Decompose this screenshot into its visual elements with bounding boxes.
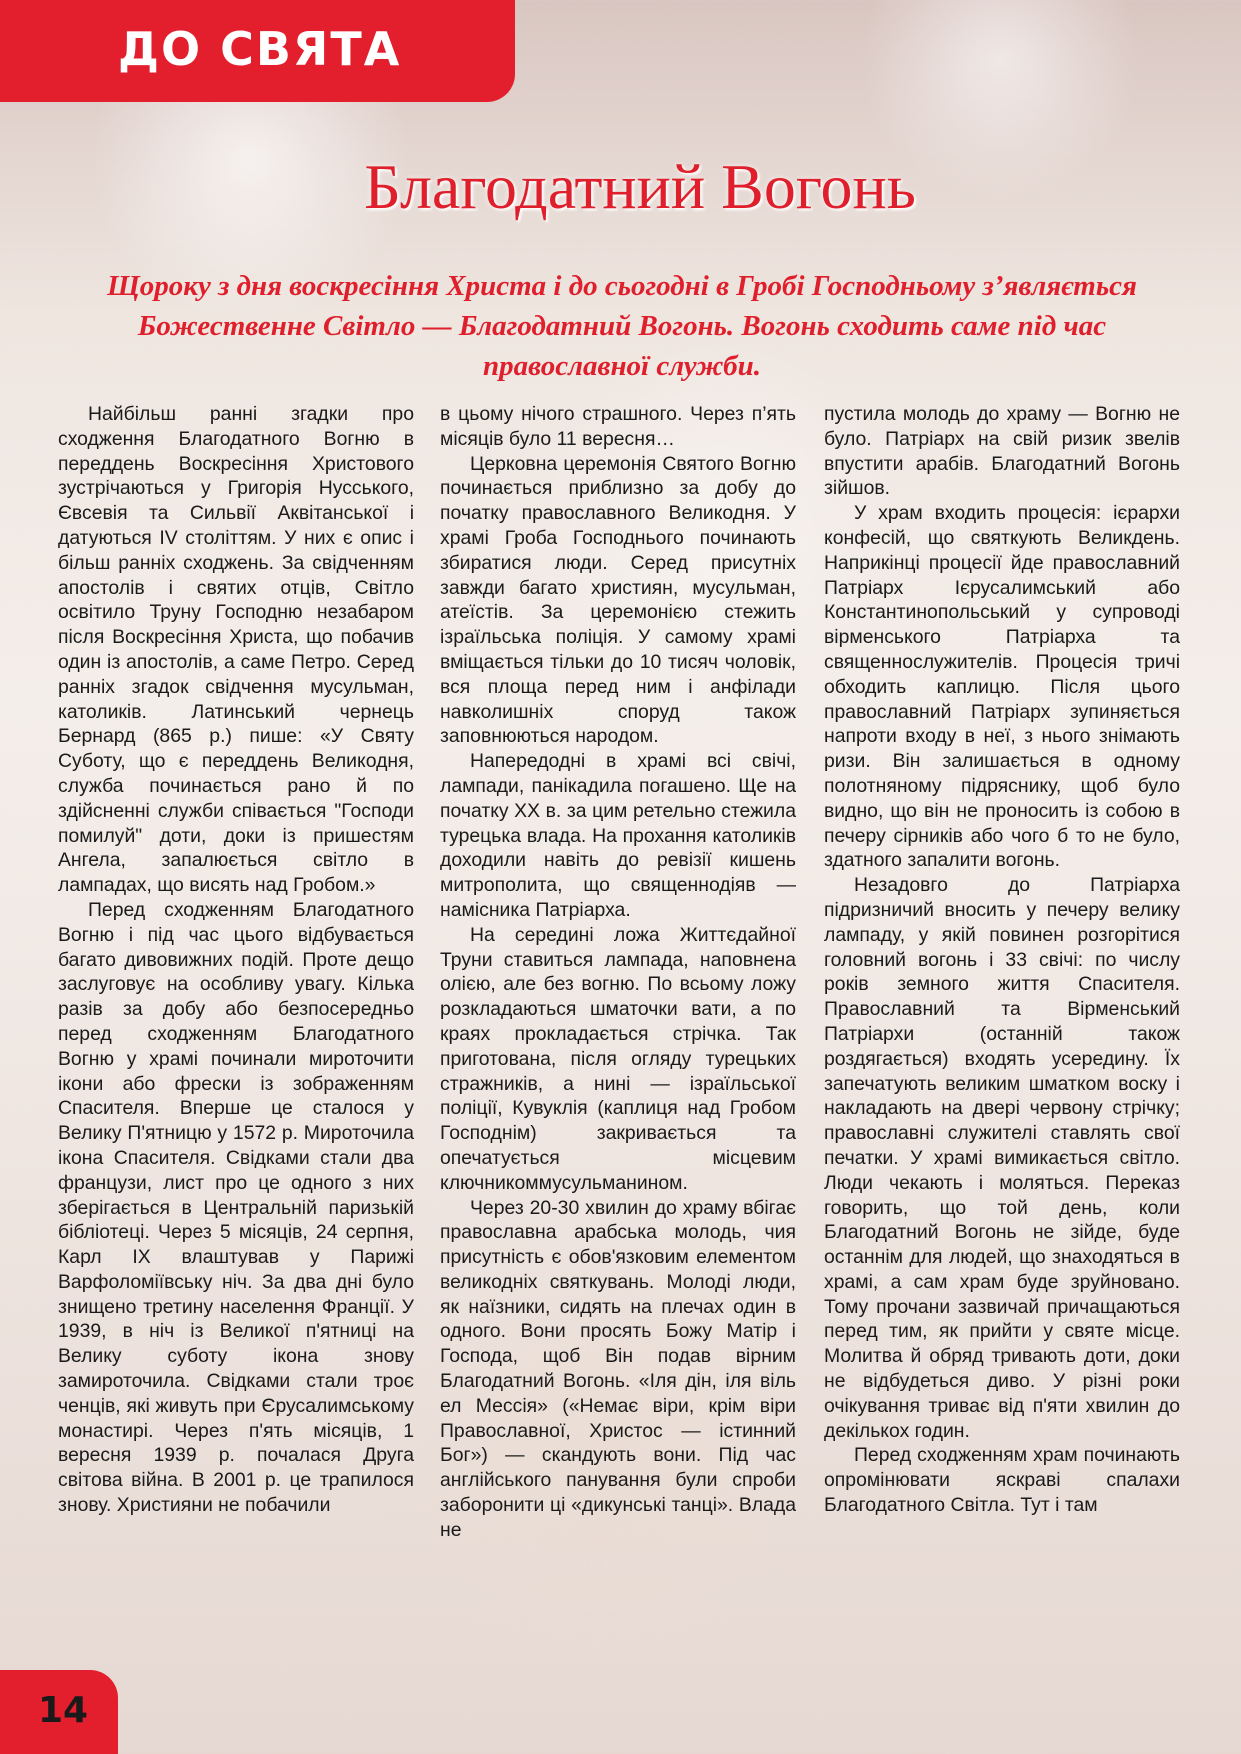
article-body	[58, 402, 1180, 1642]
text-column-3	[824, 402, 1180, 1518]
paragraph: Перед сходженням Благодатного Вогню і під час цього відбувається багато дивовижних подій. Проте дещо заслуговує на особливу увагу. Кілька разів за добу або безпосередньо перед сходженням Благодатного Вогню у храмі починали мироточити ікони або фрески із зображенням Спасителя. Вперше це сталося у Велику П'ятницю у 1572 р. Мироточила ікона Спасителя. Свідками стали два французи, лист про це одного з них зберігається в Центральній паризькій бібліотеці. Через 5 місяців, 24 серпня, Карл IX влаштував у Парижі Варфоломіївську ніч. За два дні було знищено третину населення Франції. У 1939, в ніч із Великої п'ятниці на Велику суботу ікона знову замироточила. Свідками стали троє ченців, які живуть при Єрусалимському монастирі. Через п'ять місяців, 1 вересня 1939 р. почалася Друга світова війна. В 2001 р. це трапилося знову. Християни не побачили	[58, 898, 414, 1517]
paragraph: Через 20-30 хвилин до храму вбігає православна арабська молодь, чия присутність є обов'язковим елементом великодніх святкувань. Молоді люди, як наїзники, сидять на плечах один в одного. Вони просять Божу Матір і Господа, щоб Він подав вірним Благодатний Вогонь. «Іля дін, іля віль ел Мессія» («Немає віри, крім віри Православної, Христос — істинний Бог») — скандують вони. Під час англійського панування були спроби заборонити ці «дикунські танці». Влада не	[440, 1196, 796, 1541]
paragraph: пустила молодь до храму — Вогню не було. Патріарх на свій ризик звелів впустити арабів. Благодатний Вогонь зійшов.	[824, 403, 1180, 500]
article-lead: Щороку з дня воскресіння Христа і до сьогодні в Гробі Господньому з’являється Божественне Світло — Благодатний Вогонь. Вогонь сходить саме під час православної служби.	[107, 270, 1137, 382]
page-number-tab	[0, 1670, 118, 1754]
text-column-2	[440, 402, 796, 1543]
paragraph: Найбільш ранні згадки про сходження Благодатного Вогню в переддень Воскресіння Христового зустрічаються у Григорія Нусського, Євсевія та Сильвії Аквітанської і датуються IV століттям. У них є опис і більш ранніх сходжень. За свідченням апостолів і святих отців, Світло освітило Труну Господню незабаром після Воскресіння Христа, що побачив один із апостолів, а саме Петро. Серед ранніх згадок свідчення мусульман, католиків. Латинський чернець Бернард (865 р.) пише: «У Святу Суботу, що є переддень Великодня, служба починається рано й по здійсненні служби співається "Господи помилуй" доти, доки із пришестям Ангела, запалюється світло в лампадах, що висять над Гробом.»	[58, 403, 414, 897]
paragraph: На середині ложа Життєдайної Труни ставиться лампада, наповнена олією, але без вогню. По всьому ложу розкладаються шматочки вати, а по краях прокладається стрічка. Так приготована, після огляду турецьких стражників, а нині — ізраїльської поліції, Кувуклія (каплиця над Гробом Господнім) закривається та опечатується місцевим ключникоммусульманином.	[440, 923, 796, 1194]
text-column-1	[58, 402, 414, 1518]
paragraph: Церковна церемонія Святого Вогню починається приблизно за добу до початку православного Великодня. У храмі Гроба Господнього починають збиратися люди. Серед присутніх завжди багато християн, мусульман, атеїстів. За церемонією стежить ізраїльська поліція. У самому храмі вміщається тільки до 10 тисяч чоловік, вся площа перед ним і анфілади навколишніх споруд також заповнюються народом.	[440, 452, 796, 748]
paragraph: Перед сходженням храм починають опромінювати яскраві спалахи Благодатного Світла. Тут і там	[824, 1444, 1180, 1517]
section-label: ДО СВЯТА	[118, 22, 402, 76]
section-tab	[0, 0, 515, 102]
page-number: 14	[38, 1690, 89, 1731]
paragraph: Напередодні в храмі всі свічі, лампади, панікадила погашено. Ще на початку XX в. за цим ретельно стежила турецька влада. На прохання католиків доходили навіть до ревізії кишень митрополита, що священнодіяв — намісника Патріарха.	[440, 750, 796, 921]
paragraph: У храм входить процесія: ієрархи конфесій, що святкують Великдень. Наприкінці процесії йде православний Патріарх Ієрусалимський або Константинопольський у супроводі вірменського Патріарха та священнослужителів. Процесія тричі обходить каплицю. Після цього православний Патріарх зупиняється напроти входу в неї, з нього знімають ризи. Він залишається в одному полотняному підряснику, щоб було видно, що він не проносить із собою в печеру сірників або чого б то не було, здатного запалити вогонь.	[824, 502, 1180, 872]
paragraph: в цьому нічого страшного. Через п’ять місяців було 11 вересня…	[440, 403, 796, 450]
article-title: Благодатний Вогонь	[364, 151, 916, 222]
paragraph: Незадовго до Патріарха підризничий вносить у печеру велику лампаду, у якій повинен розгорітися головний вогонь і 33 свічі: по числу років земного життя Спасителя. Православний та Вірменський Патріархи (останній також роздягається) входять усередину. Їх запечатують великим шматком воску і накладають на двері червону стрічку; православні служителі ставлять свої печатки. У храмі вимикається світло. Люди чекають і моляться. Переказ говорить, що той день, коли Благодатний Вогонь не зійде, буде останнім для людей, що знаходяться в храмі, а сам храм буде зруйновано. Тому прочани зазвичай причащаються перед тим, як прийти у святе місце. Молитва й обряд тривають доти, доки не відбудеться диво. У різні роки очікування триває від п'яти хвилин до декількох годин.	[824, 874, 1180, 1442]
